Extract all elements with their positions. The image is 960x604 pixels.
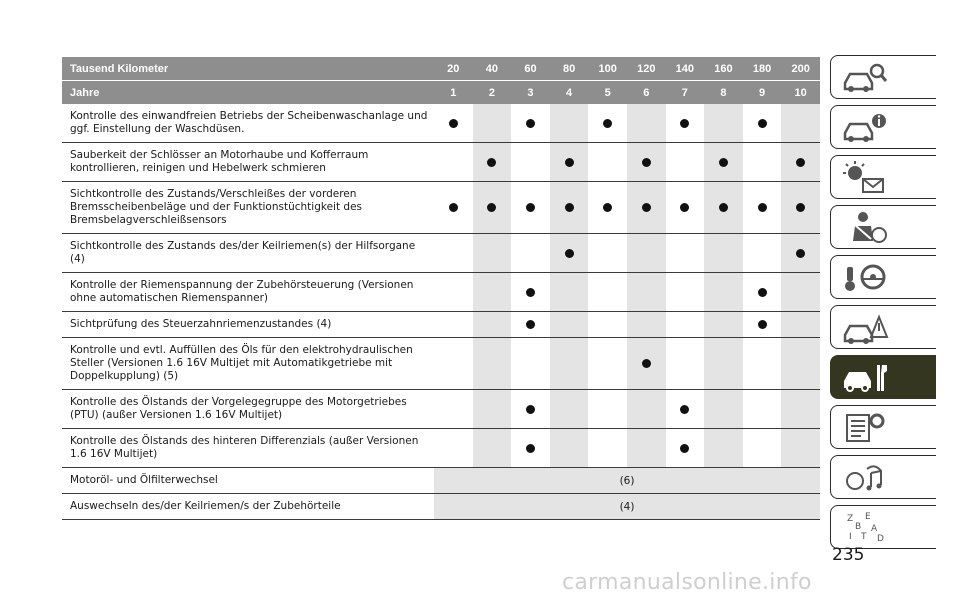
header-value: 40 — [485, 62, 499, 75]
row-description: Sichtkontrolle des Zustands des/der Keilriemen(s) der Hilfsorgane (4) — [70, 240, 416, 265]
table-row — [62, 143, 820, 182]
interval-cell — [550, 312, 589, 337]
chapter-tab[interactable] — [830, 505, 936, 549]
header-value: 60 — [524, 62, 537, 75]
check-dot-icon — [642, 203, 651, 212]
interval-cell — [588, 273, 627, 311]
check-dot-icon — [680, 119, 689, 128]
interval-cell — [704, 273, 743, 311]
interval-cell — [434, 390, 473, 428]
chapter-tab[interactable] — [830, 155, 936, 199]
interval-cell — [666, 338, 705, 389]
interval-cell — [627, 104, 666, 142]
check-dot-icon — [758, 320, 767, 329]
header-value: 7 — [681, 86, 688, 99]
table-row — [62, 234, 820, 273]
warning-light-message-icon — [841, 159, 889, 195]
table-row — [62, 312, 820, 338]
table-row — [62, 338, 820, 390]
svg-text:I: I — [849, 532, 852, 542]
interval-cell — [434, 273, 473, 311]
interval-cell — [743, 143, 782, 181]
interval-cell — [666, 182, 705, 233]
header-value: 9 — [758, 86, 766, 99]
header-value: 6 — [643, 86, 650, 99]
car-wrench-icon — [841, 359, 889, 395]
check-dot-icon — [796, 203, 805, 212]
interval-cell — [666, 429, 705, 467]
header-value: 180 — [752, 62, 772, 75]
interval-cell — [743, 182, 782, 233]
svg-text:T: T — [861, 532, 867, 542]
interval-cell — [627, 429, 666, 467]
car-search-icon — [841, 59, 889, 95]
seatbelt-airbag-icon — [841, 209, 889, 245]
table-row — [62, 182, 820, 234]
interval-cell — [704, 390, 743, 428]
table-body — [62, 104, 820, 520]
maintenance-table — [62, 57, 820, 520]
header-value: 80 — [562, 62, 576, 75]
check-dot-icon — [603, 203, 612, 212]
check-dot-icon — [642, 359, 651, 368]
interval-cell — [666, 390, 705, 428]
interval-cell — [743, 312, 782, 337]
check-dot-icon — [487, 203, 496, 212]
row-description: Kontrolle des Ölstands der Vorgelegegruppe des Motorgetriebes (PTU) (außer Versionen 1.6 16V Multijet) — [70, 396, 407, 421]
check-dot-icon — [526, 119, 535, 128]
interval-cell — [743, 234, 782, 272]
header-km-label: Tausend Kilometer — [70, 62, 169, 75]
interval-cell — [704, 312, 743, 337]
interval-cell — [473, 273, 512, 311]
chapter-tab[interactable] — [830, 455, 936, 499]
interval-cell — [434, 234, 473, 272]
header-value: 10 — [794, 86, 807, 99]
check-dot-icon — [680, 203, 689, 212]
check-dot-icon — [680, 444, 689, 453]
interval-cell — [550, 182, 589, 233]
interval-cell — [666, 273, 705, 311]
interval-cell — [743, 338, 782, 389]
interval-cell — [473, 104, 512, 142]
interval-cell — [550, 143, 589, 181]
page-number: 235 — [832, 545, 865, 565]
interval-cell — [743, 390, 782, 428]
interval-cell — [511, 104, 550, 142]
svg-text:Z: Z — [847, 514, 854, 524]
interval-cell — [781, 312, 820, 337]
row-description: Kontrolle der Riemenspannung der Zubehörsteuerung (Versionen ohne automatischen Riemenspanner) — [70, 279, 414, 304]
header-value: 160 — [714, 62, 733, 75]
interval-cell — [511, 234, 550, 272]
header-value: 1 — [450, 86, 457, 99]
interval-cell — [434, 182, 473, 233]
interval-cell — [666, 312, 705, 337]
header-value: 100 — [598, 62, 617, 75]
interval-cell — [781, 273, 820, 311]
car-breakdown-icon — [841, 309, 889, 345]
interval-cell — [781, 234, 820, 272]
interval-cell — [743, 273, 782, 311]
header-value: 20 — [447, 62, 460, 75]
row-description: Kontrolle und evtl. Auffüllen des Öls für den elektrohydraulischen Steller (Versionen 1.6 16V Multijet mit Automatikgetriebe mit Doppelkupplung) (5) — [70, 344, 413, 382]
interval-cell — [666, 104, 705, 142]
chapter-tab[interactable] — [830, 355, 936, 399]
interval-cell — [627, 338, 666, 389]
interval-cell — [588, 104, 627, 142]
interval-cell — [781, 390, 820, 428]
interval-cell — [781, 104, 820, 142]
table-row — [62, 468, 820, 494]
row-description: Auswechseln des/der Keilriemen/s der Zubehörteile — [70, 500, 341, 512]
row-description: Motoröl- und Ölfilterwechsel — [70, 474, 218, 486]
interval-cell — [511, 312, 550, 337]
chapter-tab[interactable] — [830, 255, 936, 299]
interval-cell — [588, 182, 627, 233]
interval-cell — [588, 390, 627, 428]
row-description: Kontrolle des einwandfreien Betriebs der Scheibenwaschanlage und ggf. Einstellung der Waschdüsen. — [70, 110, 428, 135]
interval-cell — [473, 312, 512, 337]
interval-cell — [550, 104, 589, 142]
row-description: Sichtkontrolle des Zustands/Verschleißes der vorderen Bremsscheibenbeläge und der Funktionstüchtigkeit des Bremsbelagverschleißsensors — [70, 188, 363, 226]
interval-cell — [434, 338, 473, 389]
check-dot-icon — [565, 249, 574, 258]
check-dot-icon — [526, 288, 535, 297]
watermark: carmanualsonline.info — [562, 570, 812, 595]
interval-cell — [511, 429, 550, 467]
row-description: Kontrolle des Ölstands des hinteren Differenzials (außer Versionen 1.6 16V Multijet) — [70, 435, 419, 460]
header-value: 120 — [637, 62, 656, 75]
header-value: 2 — [488, 86, 495, 99]
interval-cell — [550, 429, 589, 467]
check-dot-icon — [449, 119, 458, 128]
row-description: Sauberkeit der Schlösser an Motorhaube und Kofferraum kontrollieren, reinigen und Hebelwerk schmieren — [70, 149, 369, 174]
car-info-icon — [841, 109, 889, 145]
interval-cell — [588, 312, 627, 337]
interval-cell — [511, 273, 550, 311]
interval-cell — [627, 182, 666, 233]
interval-cell — [434, 143, 473, 181]
interval-cell — [781, 182, 820, 233]
check-dot-icon — [796, 249, 805, 258]
interval-cell — [704, 338, 743, 389]
interval-cell — [704, 104, 743, 142]
check-dot-icon — [565, 158, 574, 167]
check-dot-icon — [642, 158, 651, 167]
interval-cell — [511, 182, 550, 233]
header-value: 4 — [566, 86, 573, 99]
interval-cell — [473, 390, 512, 428]
check-dot-icon — [449, 203, 458, 212]
interval-cell — [627, 234, 666, 272]
technical-data-icon — [841, 409, 889, 445]
interval-cell — [666, 234, 705, 272]
header-value: 3 — [527, 86, 534, 99]
interval-cell — [781, 143, 820, 181]
row-description: Sichtprüfung des Steuerzahnriemenzustandes (4) — [70, 318, 332, 330]
table-row — [62, 494, 820, 520]
check-dot-icon — [526, 444, 535, 453]
interval-cell — [588, 143, 627, 181]
interval-cell — [511, 143, 550, 181]
row-interval-note: (6) — [434, 468, 820, 493]
table-row — [62, 390, 820, 429]
check-dot-icon — [758, 288, 767, 297]
interval-cell — [588, 429, 627, 467]
header-km-row — [62, 57, 820, 80]
interval-cell — [704, 429, 743, 467]
header-value: 200 — [791, 62, 810, 75]
check-dot-icon — [526, 405, 535, 414]
check-dot-icon — [526, 320, 535, 329]
check-dot-icon — [758, 119, 767, 128]
interval-cell — [473, 234, 512, 272]
chapter-tab[interactable] — [830, 305, 936, 349]
interval-cell — [473, 338, 512, 389]
interval-cell — [704, 182, 743, 233]
interval-cell — [781, 429, 820, 467]
key-steering-wheel-icon — [841, 259, 889, 295]
interval-cell — [704, 234, 743, 272]
interval-cell — [627, 312, 666, 337]
interval-cell — [473, 143, 512, 181]
interval-cell — [550, 338, 589, 389]
index-alphabet-icon — [841, 509, 889, 545]
interval-cell — [434, 104, 473, 142]
svg-text:A: A — [871, 524, 878, 534]
svg-text:D: D — [877, 534, 884, 544]
header-value: 140 — [675, 62, 695, 75]
header-value: 8 — [720, 86, 727, 99]
interval-cell — [550, 234, 589, 272]
chapter-tabs — [830, 55, 936, 555]
interval-cell — [473, 182, 512, 233]
chapter-tab[interactable] — [830, 55, 936, 99]
check-dot-icon — [487, 158, 496, 167]
table-row — [62, 273, 820, 312]
interval-cell — [511, 390, 550, 428]
interval-cell — [666, 143, 705, 181]
check-dot-icon — [719, 203, 728, 212]
check-dot-icon — [603, 119, 612, 128]
interval-cell — [550, 273, 589, 311]
interval-cell — [704, 143, 743, 181]
interval-cell — [434, 429, 473, 467]
interval-cell — [743, 429, 782, 467]
interval-cell — [473, 429, 512, 467]
interval-cell — [627, 273, 666, 311]
interval-cell — [781, 338, 820, 389]
interval-cell — [434, 312, 473, 337]
interval-cell — [588, 338, 627, 389]
svg-text:B: B — [855, 522, 862, 532]
table-row — [62, 429, 820, 468]
interval-cell — [627, 390, 666, 428]
header-years-label: Jahre — [70, 86, 100, 99]
check-dot-icon — [719, 158, 728, 167]
interval-cell — [550, 390, 589, 428]
chapter-tab[interactable] — [830, 205, 936, 249]
check-dot-icon — [758, 203, 767, 212]
check-dot-icon — [526, 203, 535, 212]
chapter-tab[interactable] — [830, 405, 936, 449]
svg-text:E: E — [865, 512, 871, 522]
multimedia-icon — [841, 459, 889, 495]
interval-cell — [511, 338, 550, 389]
table-row — [62, 104, 820, 143]
interval-cell — [588, 234, 627, 272]
check-dot-icon — [565, 203, 574, 212]
header-years-row — [62, 81, 820, 104]
chapter-tab[interactable] — [830, 105, 936, 149]
row-interval-note: (4) — [434, 494, 820, 519]
check-dot-icon — [796, 158, 805, 167]
interval-cell — [743, 104, 782, 142]
header-value: 5 — [604, 86, 611, 99]
check-dot-icon — [680, 405, 689, 414]
interval-cell — [627, 143, 666, 181]
